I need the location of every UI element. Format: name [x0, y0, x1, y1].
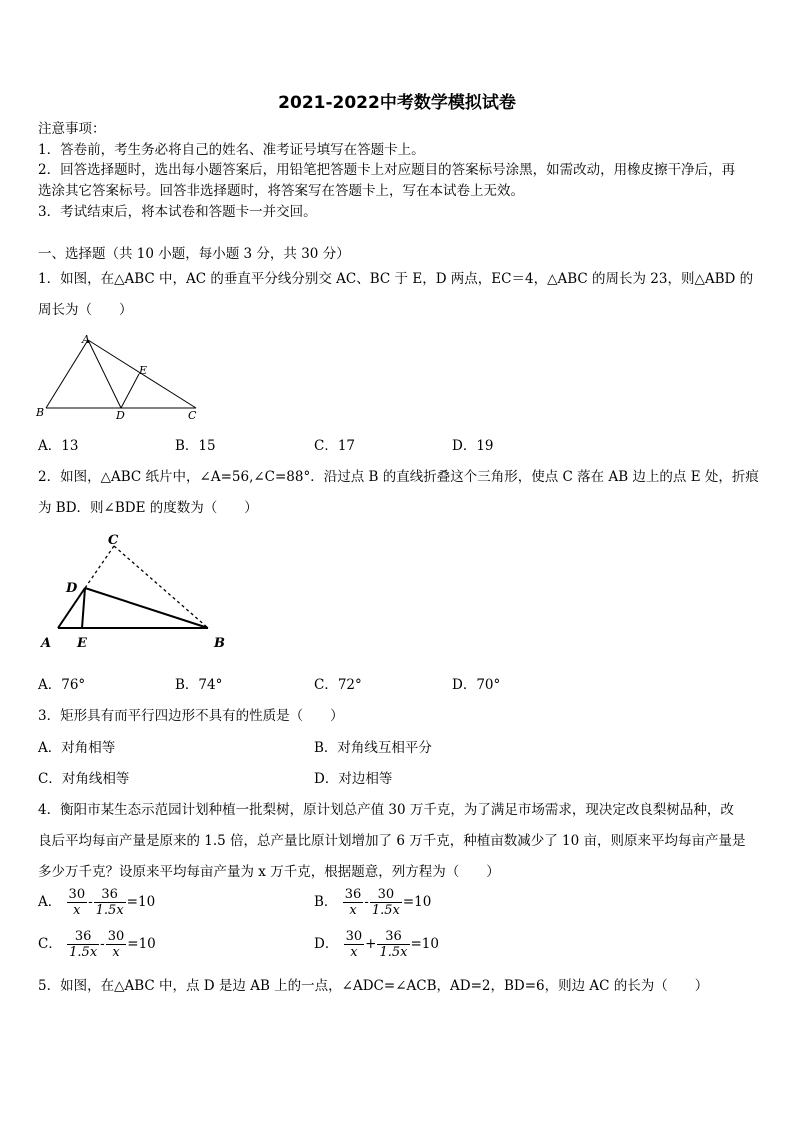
q2-fold-figure — [38, 530, 238, 655]
q2-dashed-cb — [114, 546, 208, 628]
q4-option-d-rhs: =10 — [410, 936, 439, 952]
q3-option-c: C．对角线相等 — [38, 771, 130, 787]
q2-dashed-dc — [85, 546, 114, 588]
q3-option-b: B．对角线互相平分 — [314, 740, 432, 756]
q1-label-c: C — [188, 409, 197, 422]
q4-option-c-fraction-1: $\frac{36}{1.5x}$ — [69, 929, 98, 960]
q1-text-line1: 1．如图，在△ABC 中，AC 的垂直平分线分别交 AC、BC 于 E，D 两点，EC＝4，△ABC 的周长为 23，则△ABD 的 — [38, 271, 754, 287]
q2-option-a: A．76° — [38, 677, 86, 693]
q1-label-a: A — [82, 333, 90, 346]
q4-option-b — [314, 887, 431, 918]
q2-text-line1: 2．如图，△ABC 纸片中，∠A=56,∠C=88°．沿过点 B 的直线折叠这个三角形，使点 C 落在 AB 边上的点 E 处，折痕 — [38, 469, 759, 485]
q4-option-c-fraction-2: $\frac{30}{x}$ — [107, 929, 125, 960]
q1-option-c: C．17 — [314, 438, 356, 454]
q1-option-a: A．13 — [38, 438, 79, 454]
q2-text-line2: 为 BD．则∠BDE 的度数为（ ） — [38, 500, 258, 516]
q2-option-b: B．74° — [175, 677, 223, 693]
q4-option-d — [314, 929, 439, 960]
q4-option-a-fraction-2: $\frac{36}{1.5x}$ — [95, 887, 124, 918]
q3-option-a: A．对角相等 — [38, 740, 116, 756]
q1-text-line2: 周长为（ ） — [38, 302, 133, 318]
q2-option-d: D．70° — [452, 677, 501, 693]
q4-option-b-fraction-2: $\frac{30}{1.5x}$ — [371, 887, 400, 918]
q4-text-line3: 多少万千克？设原来平均每亩产量为 x 万千克，根据题意，列方程为（ ） — [38, 864, 500, 880]
q4-option-a-label: A． — [38, 894, 62, 910]
q4-option-a — [38, 887, 155, 918]
q4-option-c-rhs: =10 — [127, 936, 156, 952]
note-item-2: 2．回答选择题时，选出每小题答案后，用铅笔把答题卡上对应题目的答案标号涂黑，如需改动，用橡皮擦干净后，再 — [38, 162, 736, 178]
q1-side-ab — [46, 340, 88, 408]
q4-option-d-fraction-2: $\frac{36}{1.5x}$ — [379, 929, 408, 960]
q5-text: 5．如图，在△ABC 中，点 D 是边 AB 上的一点，∠ADC=∠ACB，AD=2，BD=6，则边 AC 的长为（ ） — [38, 978, 709, 994]
q4-option-d-label: D． — [314, 936, 339, 952]
section-heading: 一、选择题（共 10 小题，每小题 3 分，共 30 分） — [38, 246, 350, 262]
q1-option-b: B．15 — [175, 438, 216, 454]
q3-option-d: D．对边相等 — [314, 771, 393, 787]
q2-label-c: C — [108, 533, 119, 548]
q4-option-c — [38, 929, 156, 960]
q2-label-d: D — [66, 581, 78, 596]
q4-option-b-operator: - — [364, 894, 369, 910]
q4-text-line1: 4．衡阳市某生态示范园计划种植一批梨树，原计划总产值 30 万千克，为了满足市场需求，现决定改良梨树品种，改 — [38, 802, 734, 818]
q2-label-b: B — [214, 636, 225, 651]
q1-triangle-figure — [32, 330, 207, 425]
q4-option-d-operator: + — [365, 936, 377, 952]
q2-fold-bd — [85, 588, 208, 628]
page-title: 2021-2022中考数学模拟试卷 — [278, 93, 516, 113]
note-item-2-cont: 选涂其它答案标号。回答非选择题时，将答案写在答题卡上，写在本试卷上无效。 — [38, 183, 524, 199]
q1-label-b: B — [36, 406, 45, 419]
q1-option-d: D．19 — [452, 438, 494, 454]
q4-option-d-fraction-1: $\frac{30}{x}$ — [345, 929, 363, 960]
notes-heading: 注意事项： — [38, 121, 106, 137]
q4-option-b-rhs: =10 — [402, 894, 432, 910]
q1-label-d: D — [116, 409, 125, 422]
q4-option-b-fraction-1: $\frac{36}{x}$ — [344, 887, 362, 918]
q4-option-b-label: B． — [314, 894, 338, 910]
q4-option-c-operator: - — [100, 936, 105, 952]
q4-option-a-operator: - — [88, 894, 93, 910]
q1-segment-de — [121, 374, 139, 408]
q2-segment-de — [82, 588, 85, 628]
q2-label-e: E — [77, 636, 87, 651]
note-item-1: 1．答卷前，考生务必将自己的姓名、准考证号填写在答题卡上。 — [38, 142, 425, 158]
q2-option-c: C．72° — [314, 677, 362, 693]
q4-option-a-rhs: =10 — [126, 894, 156, 910]
q4-option-c-label: C． — [38, 936, 62, 952]
q4-text-line2: 良后平均每亩产量是原来的 1.5 倍，总产量比原计划增加了 6 万千克，种植亩数减少了 10 亩，则原来平均每亩产量是 — [38, 833, 746, 849]
q2-label-a: A — [41, 636, 52, 651]
note-item-3: 3．考试结束后，将本试卷和答题卡一并交回。 — [38, 204, 317, 220]
q4-option-a-fraction-1: $\frac{30}{x}$ — [68, 887, 86, 918]
q3-text: 3．矩形具有而平行四边形不具有的性质是（ ） — [38, 708, 344, 724]
q1-label-e: E — [139, 364, 148, 377]
